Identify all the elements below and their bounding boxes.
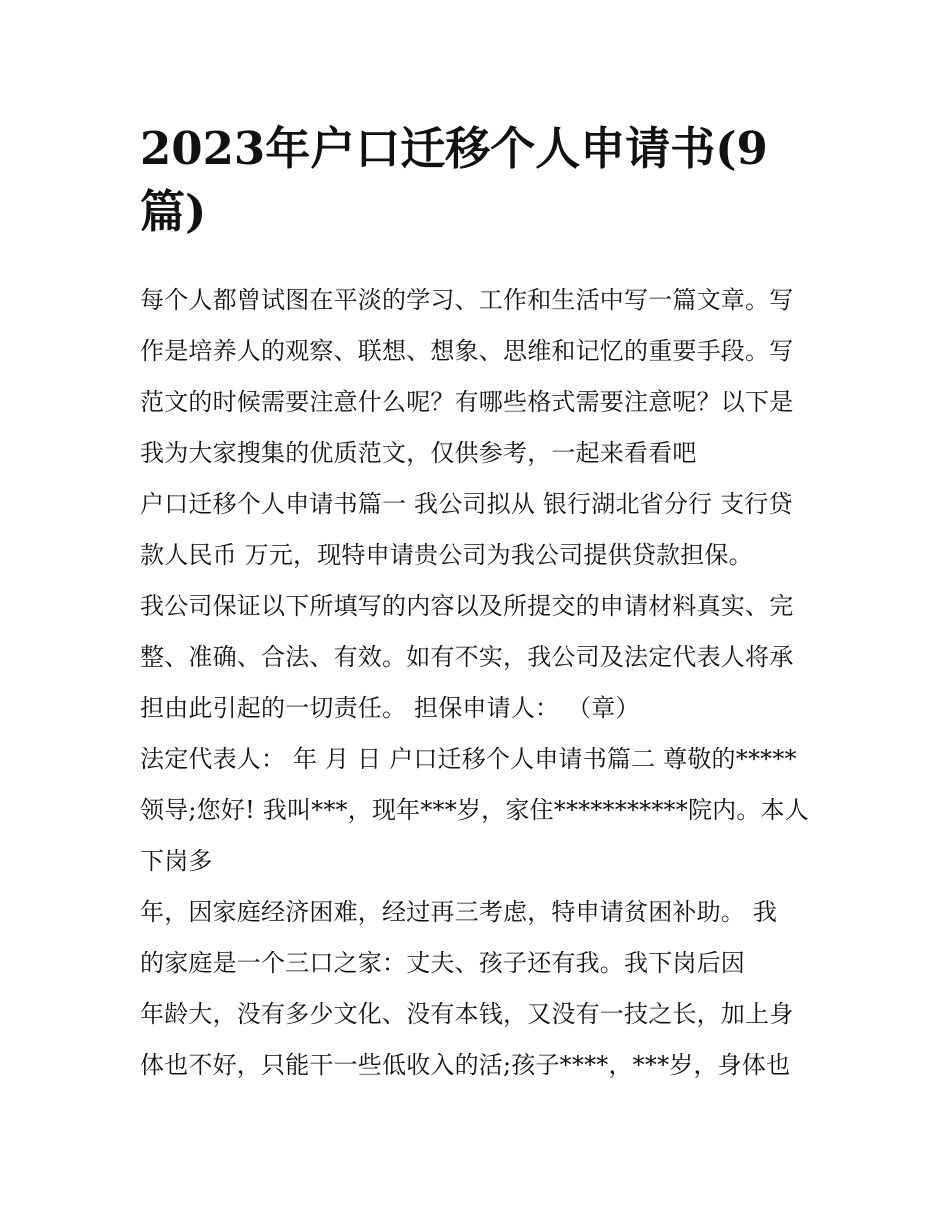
document-body bbox=[140, 275, 830, 1091]
text-line: 整、准确、合法、有效。如有不实，我公司及法定代表人将承 bbox=[140, 643, 794, 671]
text-line: 每个人都曾试图在平淡的学习、工作和生活中写一篇文章。写 bbox=[140, 286, 794, 314]
text-line: 的家庭是一个三口之家：丈夫、孩子还有我。我下岗后因 bbox=[140, 949, 745, 977]
text-line: 我为大家搜集的优质范文，仅供参考，一起来看看吧 bbox=[140, 439, 697, 467]
text-line: 我公司保证以下所填写的内容以及所提交的申请材料真实、完 bbox=[140, 592, 794, 620]
text-line: 范文的时候需要注意什么呢？有哪些格式需要注意呢？以下是 bbox=[140, 388, 794, 416]
text-line: 年，因家庭经济困难，经过再三考虑，特申请贫困补助。 我 bbox=[140, 898, 778, 926]
document-title: 2023年户口迁移个人申请书(9篇) bbox=[140, 122, 768, 238]
text-line: 款人民币 万元，现特申请贵公司为我公司提供贷款担保。 bbox=[140, 541, 753, 569]
text-line: 作是培养人的观察、联想、想象、思维和记忆的重要手段。写 bbox=[140, 337, 794, 365]
text-line: 领导;您好! 我叫***，现年***岁，家住***********院内。本人 bbox=[140, 796, 809, 824]
text-line: 下岗多 bbox=[140, 847, 213, 875]
text-line: 担由此引起的一切责任。 担保申请人： （章） bbox=[140, 694, 640, 722]
text-line: 户口迁移个人申请书篇一 我公司拟从 银行湖北省分行 支行贷 bbox=[140, 490, 793, 518]
text-line: 体也不好，只能干一些低收入的活;孩子****，***岁，身体也 bbox=[140, 1051, 791, 1079]
text-line: 法定代表人： 年 月 日 户口迁移个人申请书篇二 尊敬的***** bbox=[140, 745, 797, 773]
text-line: 年龄大，没有多少文化、没有本钱，又没有一技之长，加上身 bbox=[140, 1000, 794, 1028]
